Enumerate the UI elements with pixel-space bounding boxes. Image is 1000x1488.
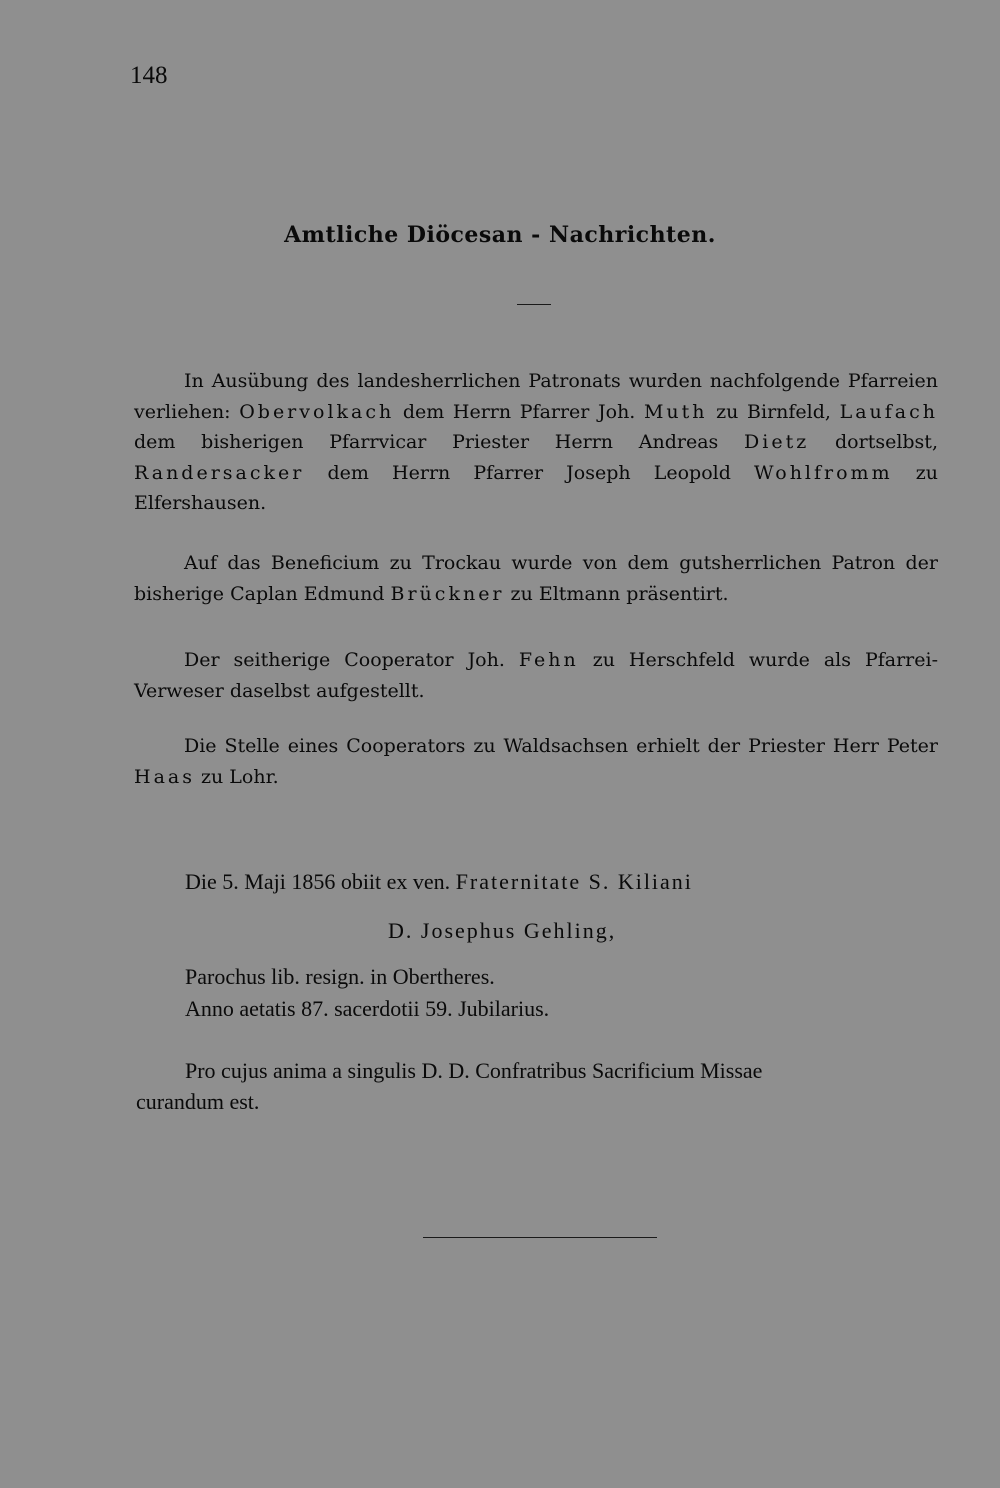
paragraph-beneficium xyxy=(134,548,938,609)
paragraph-text: dortselbst, xyxy=(809,431,938,453)
person-name: Haas xyxy=(134,765,195,788)
parish-name: Randersacker xyxy=(134,461,305,484)
fraternity-name: Fraternitate S. Kiliani xyxy=(455,869,693,894)
obituary-text: Die 5. Maji 1856 obiit ex ven. xyxy=(185,869,456,894)
obituary-line-closing: curandum est. xyxy=(136,1089,260,1114)
obituary-line-date xyxy=(185,869,693,895)
person-name: Wohlfromm xyxy=(754,461,893,484)
paragraph-text: dem Herrn Pfarrer Joseph Leopold xyxy=(304,461,755,484)
footer-divider xyxy=(423,1237,657,1238)
paragraph-text: zu Birnfeld, xyxy=(707,400,840,423)
person-name: Muth xyxy=(643,400,708,423)
paragraph-text: Die Stelle eines Cooperators zu Waldsachsen erhielt der Priester Herr Peter xyxy=(184,735,938,757)
person-name: Fehn xyxy=(518,649,579,671)
person-name: Brückner xyxy=(390,582,505,605)
paragraph-text: In Ausübung des landesherrlichen Patronats wurden nachfolgende Pfarreien verliehen: xyxy=(134,370,938,423)
parish-name: Laufach xyxy=(839,400,938,423)
page-number: 148 xyxy=(130,62,168,89)
paragraph-cooperator xyxy=(134,645,938,706)
paragraph-text: Auf das Beneficium zu Trockau wurde von dem gutsherrlichen Patron der bisherige Caplan Edmund xyxy=(134,552,938,605)
paragraph-text: zu Eltmann präsentirt. xyxy=(504,582,729,605)
page-title: Amtliche Diöcesan - Nachrichten. xyxy=(284,222,716,248)
paragraph-text: zu Elfershausen. xyxy=(134,461,938,514)
paragraph-text: Der seitherige Cooperator Joh. xyxy=(184,649,519,671)
paragraph-parish-appointments xyxy=(134,366,938,519)
paragraph-text: dem bisherigen Pfarrvicar Priester Herrn Andreas xyxy=(134,431,745,453)
paragraph-text: zu Lohr. xyxy=(194,765,279,788)
paragraph-text: dem Herrn Pfarrer Joh. xyxy=(394,400,644,423)
paragraph-text: zu Herschfeld wurde als Pfarrei-Verweser daselbst aufgestellt. xyxy=(134,649,938,702)
deceased-name: D. Josephus Gehling, xyxy=(388,918,617,943)
obituary-line-prayer: Pro cujus anima a singulis D. D. Confratribus Sacrificium Missae xyxy=(185,1058,763,1083)
parish-name: Obervolkach xyxy=(239,400,395,423)
person-name: Dietz xyxy=(744,431,810,453)
obituary-line-parish: Parochus lib. resign. in Obertheres. xyxy=(185,964,495,989)
title-divider xyxy=(517,304,551,305)
paragraph-cooperator-post xyxy=(134,731,938,792)
obituary-line-age: Anno aetatis 87. sacerdotii 59. Jubilarius. xyxy=(185,996,550,1021)
